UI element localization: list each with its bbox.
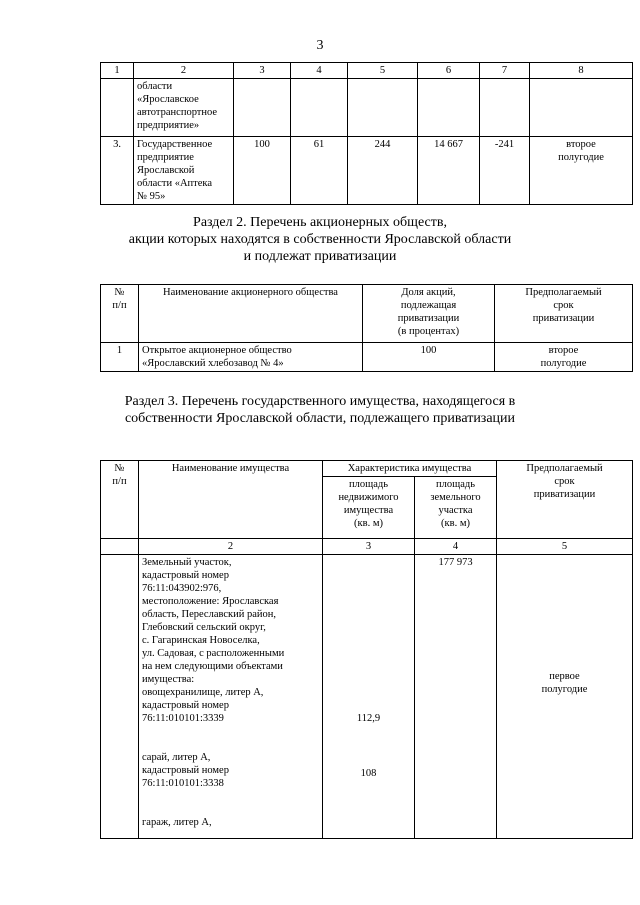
header-building-area: площадь недвижимого имущества (кв. м): [323, 477, 415, 539]
term-value: первое полугодие: [541, 671, 588, 695]
table-cell: 61: [291, 137, 348, 205]
table-section3: [100, 460, 633, 839]
row-number: 3.: [101, 137, 134, 205]
table-continuation: [100, 62, 633, 205]
table-cell: 14 667: [418, 137, 480, 205]
table1-header-cell: 6: [418, 63, 480, 79]
section3-title: Раздел 3. Перечень государственного имущества, находящегося в собственности Ярославской области, подлежащего приватизации: [124, 394, 516, 426]
table1-header-cell: 2: [134, 63, 234, 79]
header-term: Предполагаемый срок приватизации: [495, 285, 633, 343]
table-cell: [291, 79, 348, 137]
table-row: [101, 79, 633, 137]
land-area: 177 973: [415, 555, 497, 839]
col-number: 4: [415, 539, 497, 555]
table1-header-cell: 8: [530, 63, 633, 79]
table1-header-cell: 3: [234, 63, 291, 79]
header-characteristics: Характеристика имущества: [323, 461, 497, 477]
table-cell: [348, 79, 418, 137]
enterprise-name: области «Ярославское автотранспортное предприятие»: [134, 79, 234, 137]
header-term: Предполагаемый срок приватизации: [497, 461, 633, 539]
table-row: [101, 343, 633, 372]
property-name-part1: Земельный участок, кадастровый номер 76:11:043902:976, местоположение: Ярославская область, Переславский район, Глебовский сельский округ, с. Гагаринская Новоселка, ул. Садовая, с расположенными на нем следующими объектами имущества: овощехранилище, литер А, кадастровый номер 76:11:010101:3339: [142, 557, 285, 724]
term-cell: [497, 555, 633, 839]
header-land-area: площадь земельного участка (кв. м): [415, 477, 497, 539]
company-name: Открытое акционерное общество «Ярославский хлебозавод № 4»: [139, 343, 363, 372]
table1-header-row: [101, 63, 633, 79]
page-number: 3: [316, 38, 324, 53]
table-cell: [530, 79, 633, 137]
property-name-part2: сарай, литер А, кадастровый номер 76:11:010101:3338: [142, 752, 229, 789]
table2-header-row: [101, 285, 633, 343]
table-row: [101, 137, 633, 205]
building-area-2: 108: [360, 768, 377, 779]
table-section2: [100, 284, 633, 372]
table1-header-cell: 1: [101, 63, 134, 79]
col-number: [101, 539, 139, 555]
term-value: второе полугодие: [495, 343, 633, 372]
property-name-part3: гараж, литер А,: [142, 817, 212, 828]
table-cell: [480, 79, 530, 137]
building-area-1: 112,9: [356, 713, 381, 724]
property-name: [139, 555, 323, 839]
header-share: Доля акций, подлежащая приватизации (в процентах): [363, 285, 495, 343]
section2-title: Раздел 2. Перечень акционерных обществ, акции которых находятся в собственности Ярославской области и подлежат приватизации: [128, 215, 512, 264]
row-number: [101, 555, 139, 839]
table1-header-cell: 5: [348, 63, 418, 79]
col-number: 3: [323, 539, 415, 555]
table-row: [101, 555, 633, 839]
table3-colnum-row: [101, 539, 633, 555]
enterprise-name: Государственное предприятие Ярославской области «Аптека № 95»: [134, 137, 234, 205]
table-cell: [234, 79, 291, 137]
building-area-cell: [323, 555, 415, 839]
header-company-name: Наименование акционерного общества: [139, 285, 363, 343]
share-value: 100: [363, 343, 495, 372]
table-cell: 244: [348, 137, 418, 205]
table-cell: второе полугодие: [530, 137, 633, 205]
table1-header-cell: 7: [480, 63, 530, 79]
col-number: 2: [139, 539, 323, 555]
table-cell: [418, 79, 480, 137]
table-cell: 100: [234, 137, 291, 205]
table-cell: -241: [480, 137, 530, 205]
table3-header-row: [101, 461, 633, 477]
header-number: № п/п: [101, 461, 139, 539]
header-number: № п/п: [101, 285, 139, 343]
col-number: 5: [497, 539, 633, 555]
row-number: [101, 79, 134, 137]
header-property-name: Наименование имущества: [139, 461, 323, 539]
table1-header-cell: 4: [291, 63, 348, 79]
row-number: 1: [101, 343, 139, 372]
